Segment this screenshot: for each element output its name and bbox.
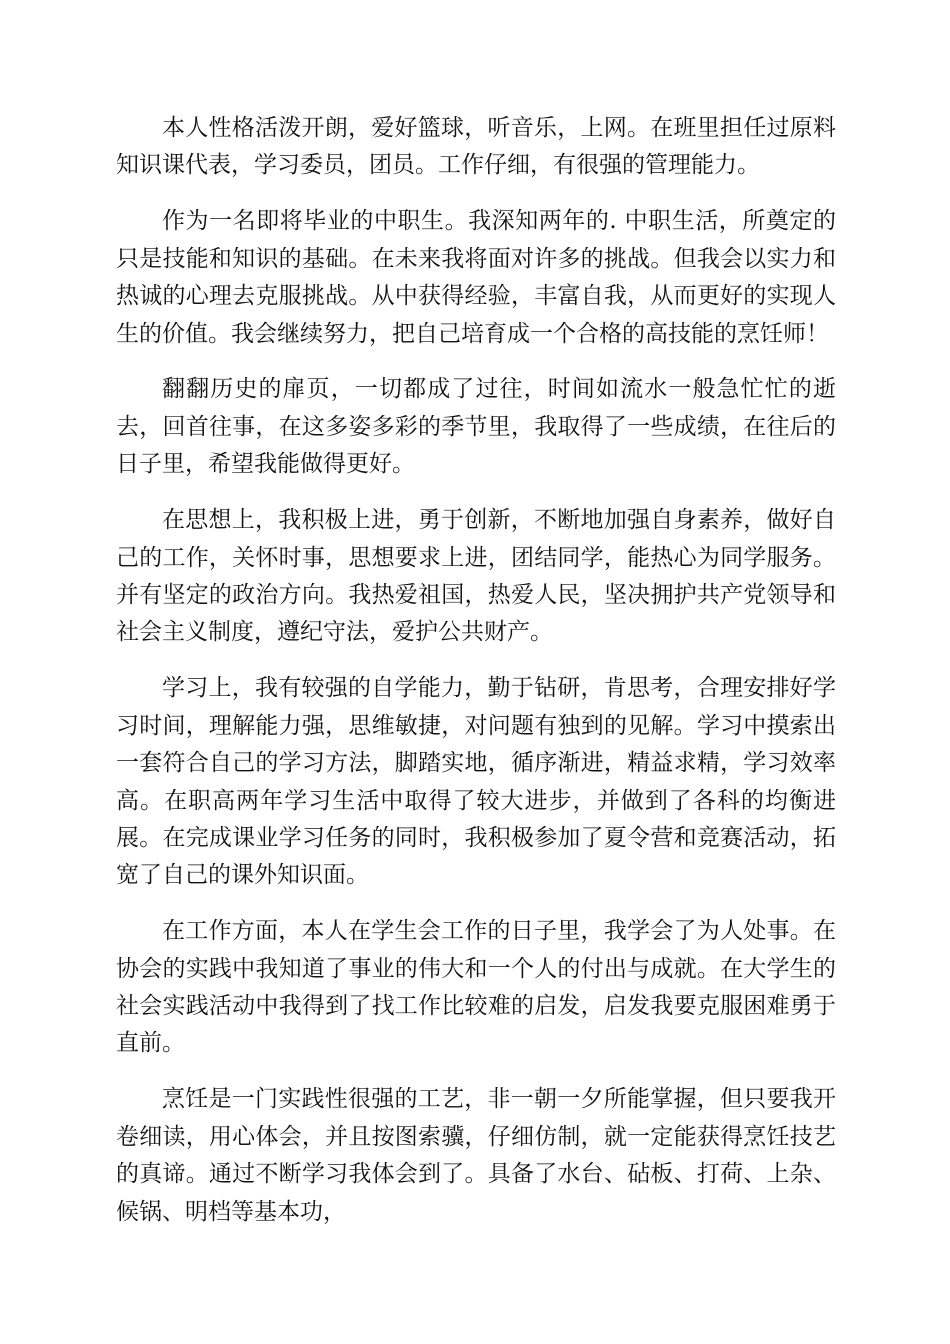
- paragraph-study: 学习上，我有较强的自学能力，勤于钻研，肯思考，合理安排好学习时间，理解能力强，思维敏捷，对问题有独到的见解。学习中摸索出一套符合自己的学习方法，脚踏实地，循序渐进，精益求精，学习效率高。在职高两年学习生活中取得了较大进步，并做到了各科的均衡进展。在完成课业学习任务的同时，我积极参加了夏令营和竞赛活动，拓宽了自己的课外知识面。: [116, 675, 836, 889]
- paragraph-personality: 本人性格活泼开朗，爱好篮球，听音乐，上网。在班里担任过原料知识课代表，学习委员，团员。工作仔细，有很强的管理能力。: [116, 115, 836, 179]
- paragraph-work: 在工作方面，本人在学生会工作的日子里，我学会了为人处事。在协会的实践中我知道了事业的伟大和一个人的付出与成就。在大学生的社会实践活动中我得到了找工作比较难的启发，启发我要克服困难勇于直前。: [116, 918, 836, 1057]
- paragraph-ideology: 在思想上，我积极上进，勇于创新，不断地加强自身素养，做好自己的工作，关怀时事，思想要求上进，团结同学，能热心为同学服务。并有坚定的政治方向。我热爱祖国，热爱人民，坚决拥护共产党领导和社会主义制度，遵纪守法，爱护公共财产。: [116, 507, 836, 646]
- paragraph-history: 翻翻历史的扉页，一切都成了过往，时间如流水一般急忙忙的逝去，回首往事，在这多姿多彩的季节里，我取得了一些成绩，在往后的日子里，希望我能做得更好。: [116, 376, 836, 478]
- paragraph-cooking: 烹饪是一门实践性很强的工艺，非一朝一夕所能掌握，但只要我开卷细读，用心体会，并且按图索骥，仔细仿制，就一定能获得烹饪技艺的真谛。通过不断学习我体会到了。具备了水台、砧板、打荷、上杂、候锅、明档等基本功，: [116, 1086, 836, 1225]
- paragraph-graduation: 作为一名即将毕业的中职生。我深知两年的. 中职生活，所奠定的只是技能和知识的基础。在未来我将面对许多的挑战。但我会以实力和热诚的心理去克服挑战。从中获得经验，丰富自我，从而更好的实现人生的价值。我会继续努力，把自己培育成一个合格的高技能的烹饪师！: [116, 208, 836, 347]
- document-body: [116, 110, 836, 1249]
